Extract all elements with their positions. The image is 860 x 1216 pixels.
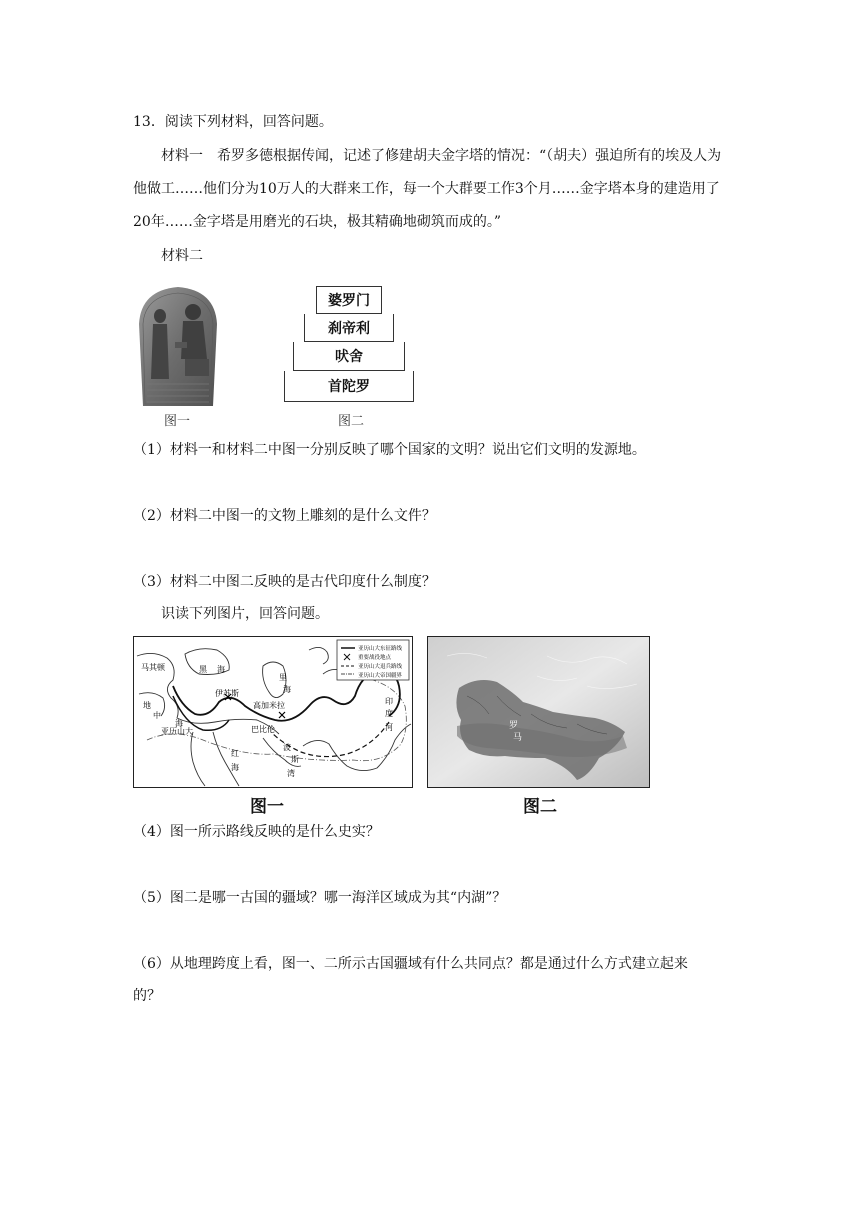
part-two-intro: 识读下列图片，回答问题。 <box>161 606 329 622</box>
stele-image <box>135 284 221 406</box>
question-title: 13．阅读下列材料，回答问题。 <box>133 114 333 130</box>
map2-caption: 图二 <box>523 797 557 817</box>
map1-caption: 图一 <box>250 797 284 817</box>
label-rome-2: 马 <box>513 733 523 743</box>
label-med-1: 地 <box>143 701 151 710</box>
caste-level-kshatriya: 刹帝利 <box>304 314 394 342</box>
question-3: （3）材料二中图二反映的是古代印度什么制度？ <box>133 574 436 590</box>
label-rome-1: 罗 <box>509 721 519 731</box>
label-black-1: 黑 <box>199 665 207 674</box>
material-two-label: 材料二 <box>161 248 203 264</box>
legend-route: 亚历山大东征路线 <box>358 646 403 652</box>
question-1: （1）材料一和材料二中图一分别反映了哪个国家的文明？说出它们文明的发源地。 <box>133 442 646 458</box>
question-4: （4）图一所示路线反映的是什么史实？ <box>133 824 380 840</box>
label-indus-1: 印 <box>385 697 393 706</box>
fig2-caption: 图二 <box>338 414 365 429</box>
label-indus-2: 度 <box>385 709 393 718</box>
label-alexandria: 亚历山大 <box>161 727 193 736</box>
label-persian-1: 波 <box>283 743 291 752</box>
label-persian-3: 湾 <box>287 769 295 778</box>
roman-map <box>427 636 650 788</box>
caste-level-brahmin: 婆罗门 <box>316 286 382 314</box>
label-caspian-1: 里 <box>279 673 287 682</box>
label-red-1: 红 <box>231 749 239 758</box>
label-red-2: 海 <box>231 763 239 772</box>
alexander-map <box>133 636 413 788</box>
caste-level-vaishya: 吠舍 <box>293 342 405 371</box>
question-6-line2: 的？ <box>133 988 161 1004</box>
label-persian-2: 斯 <box>291 755 299 764</box>
label-med-2: 中 <box>153 711 161 720</box>
label-babylon: 巴比伦 <box>251 725 275 734</box>
fig1-caption: 图一 <box>164 414 191 429</box>
label-med-3: 海 <box>175 719 183 728</box>
caste-level-shudra: 首陀罗 <box>284 371 414 402</box>
label-macedonia: 马其顿 <box>141 663 165 672</box>
legend-border: 亚历山大帝国疆界 <box>358 673 403 679</box>
label-issus: 伊苏斯 <box>215 689 239 698</box>
legend-return: 亚历山大退兵路线 <box>358 664 403 670</box>
legend-battle: 重要战役地点 <box>358 655 392 661</box>
label-caspian-2: 海 <box>283 685 291 694</box>
question-6-line1: （6）从地理跨度上看，图一、二所示古国疆域有什么共同点？都是通过什么方式建立起来 <box>133 956 688 972</box>
label-indus-3: 河 <box>385 723 393 732</box>
question-5: （5）图二是哪一古国的疆域？哪一海洋区域成为其“内湖”？ <box>133 890 507 906</box>
question-2: （2）材料二中图一的文物上雕刻的是什么文件？ <box>133 508 436 524</box>
material-one: 材料一 希罗多德根据传闻，记述了修建胡夫金字塔的情况：“（胡夫）强迫所有的埃及人为他做工……他们分为10万人的大群来工作，每一个大群要工作3个月……金字塔本身的建造用了20年……金字塔是用磨光的石块，极其精确地砌筑而成的。” <box>133 148 722 230</box>
label-black-2: 海 <box>217 665 225 674</box>
label-gaugamela: 高加米拉 <box>253 701 285 710</box>
